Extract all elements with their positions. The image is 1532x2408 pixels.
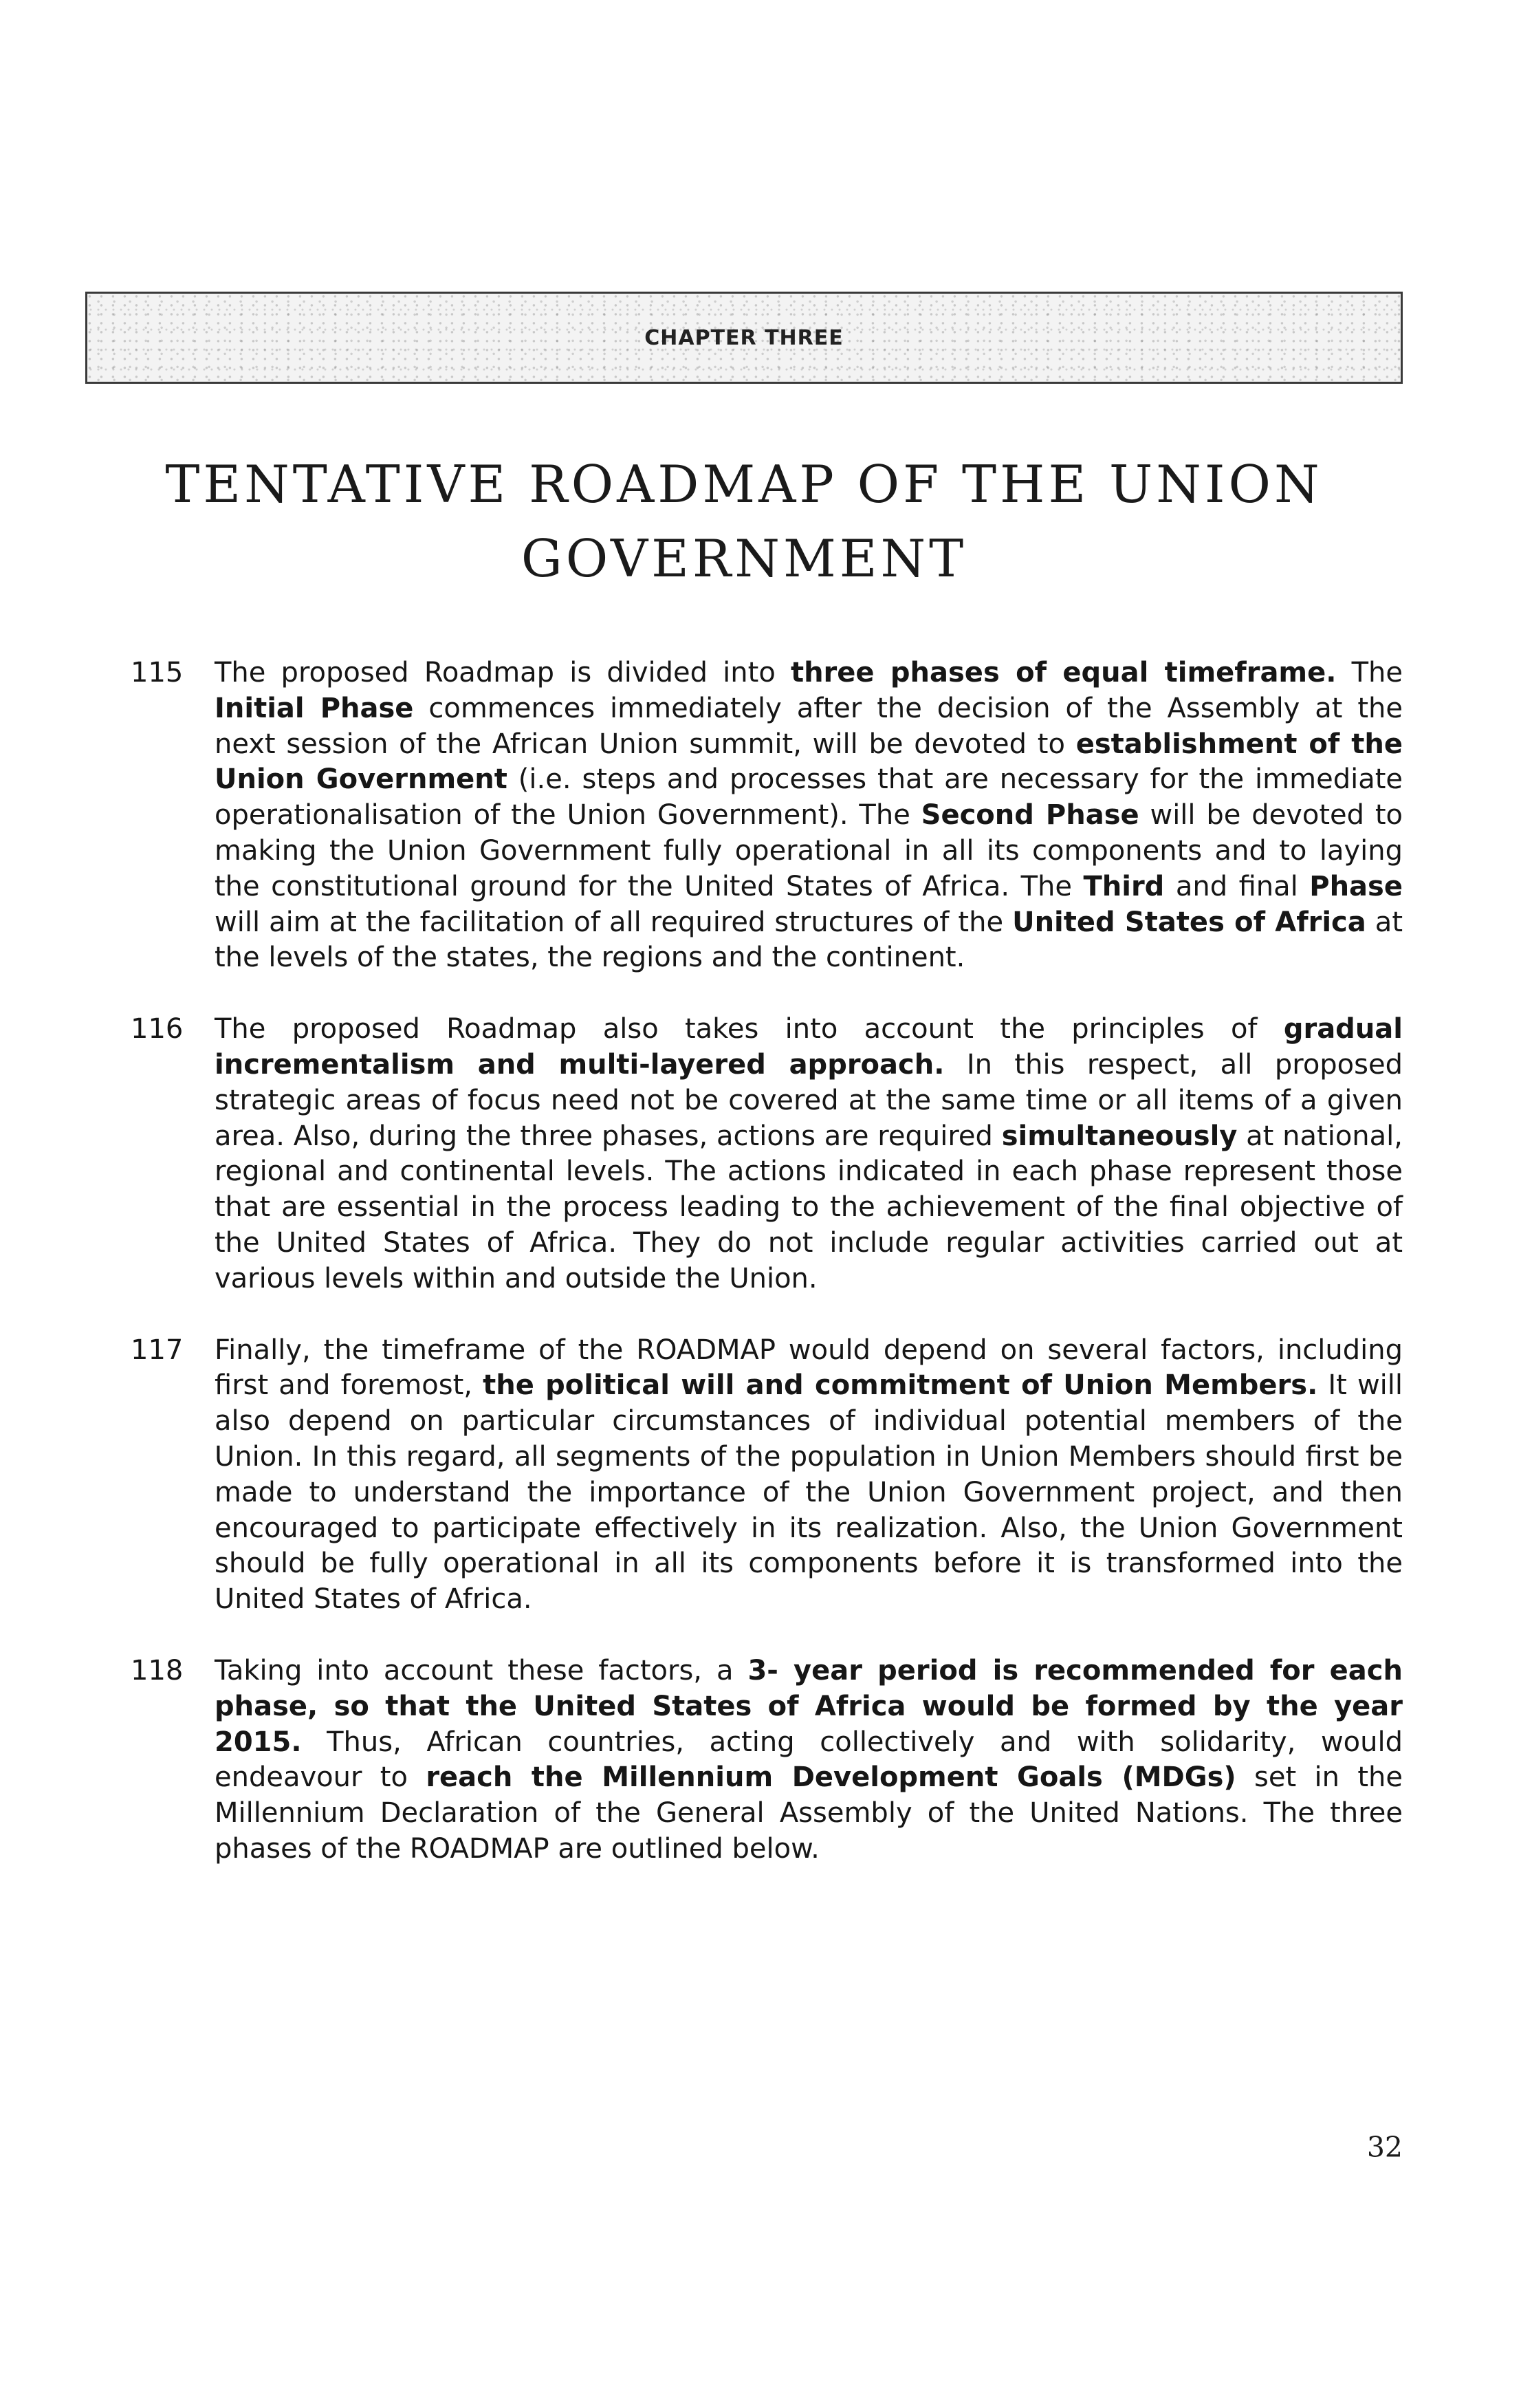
bold-phrase: simultaneously [1001,1120,1238,1152]
document-title-line-1: TENTATIVE ROADMAP OF THE UNION [165,454,1323,514]
text-run: In this respect, all proposed strategic areas of focus need not be covered at the same time or all items of a given area. Also, during the three phases, actions are required [215,1048,1403,1152]
paragraph-number: 117 [131,1334,184,1366]
text-run: Taking into account these factors, a [215,1654,748,1686]
text-run: commences immediately after the decision of the Assembly at the next session of the African Union summit, will be devoted to [215,692,1403,760]
paragraph-number: 115 [131,657,184,688]
bold-phrase: reach the Millennium Development Goals (MDGs) [426,1761,1236,1794]
paragraph-text [215,1653,1403,1867]
text-run: at the levels of the states, the regions and the continent. [215,906,1403,974]
chapter-label: CHAPTER THREE [644,325,844,350]
bold-phrase: United States of Africa [1012,906,1366,938]
text-run: at national, regional and continental levels. The actions indicated in each phase represent those that are essential in the process leading to the achievement of the final objective of the United States of Africa. They do not include regular activities carried out at various levels within and outside the Union. [215,1120,1403,1294]
paragraph-number: 116 [131,1013,184,1045]
text-run: and final [1164,870,1310,902]
bold-phrase: Third [1083,870,1165,902]
page-number: 32 [1366,2131,1403,2164]
chapter-banner [85,292,1403,384]
paragraph-number: 118 [131,1654,184,1686]
paragraph-text [215,1012,1403,1297]
text-run: The proposed Roadmap is divided into [215,657,791,688]
bold-phrase: 3- year period is recommended for each phase, so that the United States of Africa would be formed by the year 2015. [215,1654,1403,1758]
text-run: set in the Millennium Declaration of the General Assembly of the United Nations. The three phases of the ROADMAP are outlined below. [215,1761,1403,1865]
bold-phrase: Phase [1309,870,1403,902]
text-run: Thus, African countries, acting collectively and with solidarity, would endeavour to [215,1726,1403,1794]
text-run: Finally, the timeframe of the ROADMAP would depend on several factors, including first and foremost, [215,1334,1403,1402]
bold-phrase: three phases of equal timeframe. [790,657,1337,688]
text-run: It will also depend on particular circumstances of individual potential members of the Union. In this regard, all segments of the population in Union Members should first be made to understand the importance of the Union Government project, and then encouraged to participate effectively in its realization. Also, the Union Government should be fully operational in all its components before it is transformed into the United States of Africa. [215,1369,1403,1616]
numbered-paragraph [131,1653,1403,1867]
document-title-line-2: GOVERNMENT [521,528,967,589]
text-run: The [1336,657,1403,688]
bold-phrase: gradual incrementalism and multi-layered approach. [215,1013,1403,1081]
numbered-paragraph [131,1333,1403,1618]
numbered-paragraph [131,1012,1403,1297]
bold-phrase: Second Phase [921,799,1139,832]
numbered-paragraph [131,655,1403,976]
bold-phrase: establishment of the Union Government [215,728,1403,796]
text-run: The proposed Roadmap also takes into account the principles of [215,1013,1284,1045]
text-run: will aim at the facilitation of all required structures of the [215,906,1013,938]
document-title [85,447,1403,596]
paragraph-text [215,655,1403,976]
text-run: (i.e. steps and processes that are necessary for the immediate operationalisation of the Union Government). The [215,763,1403,832]
paragraph-list [131,655,1403,1903]
paragraph-text [215,1333,1403,1618]
text-run: will be devoted to making the Union Government fully operational in all its components and to laying the constitutional ground for the United States of Africa. The [215,799,1403,902]
bold-phrase: the political will and commitment of Union Members. [483,1369,1318,1402]
bold-phrase: Initial Phase [215,692,414,724]
